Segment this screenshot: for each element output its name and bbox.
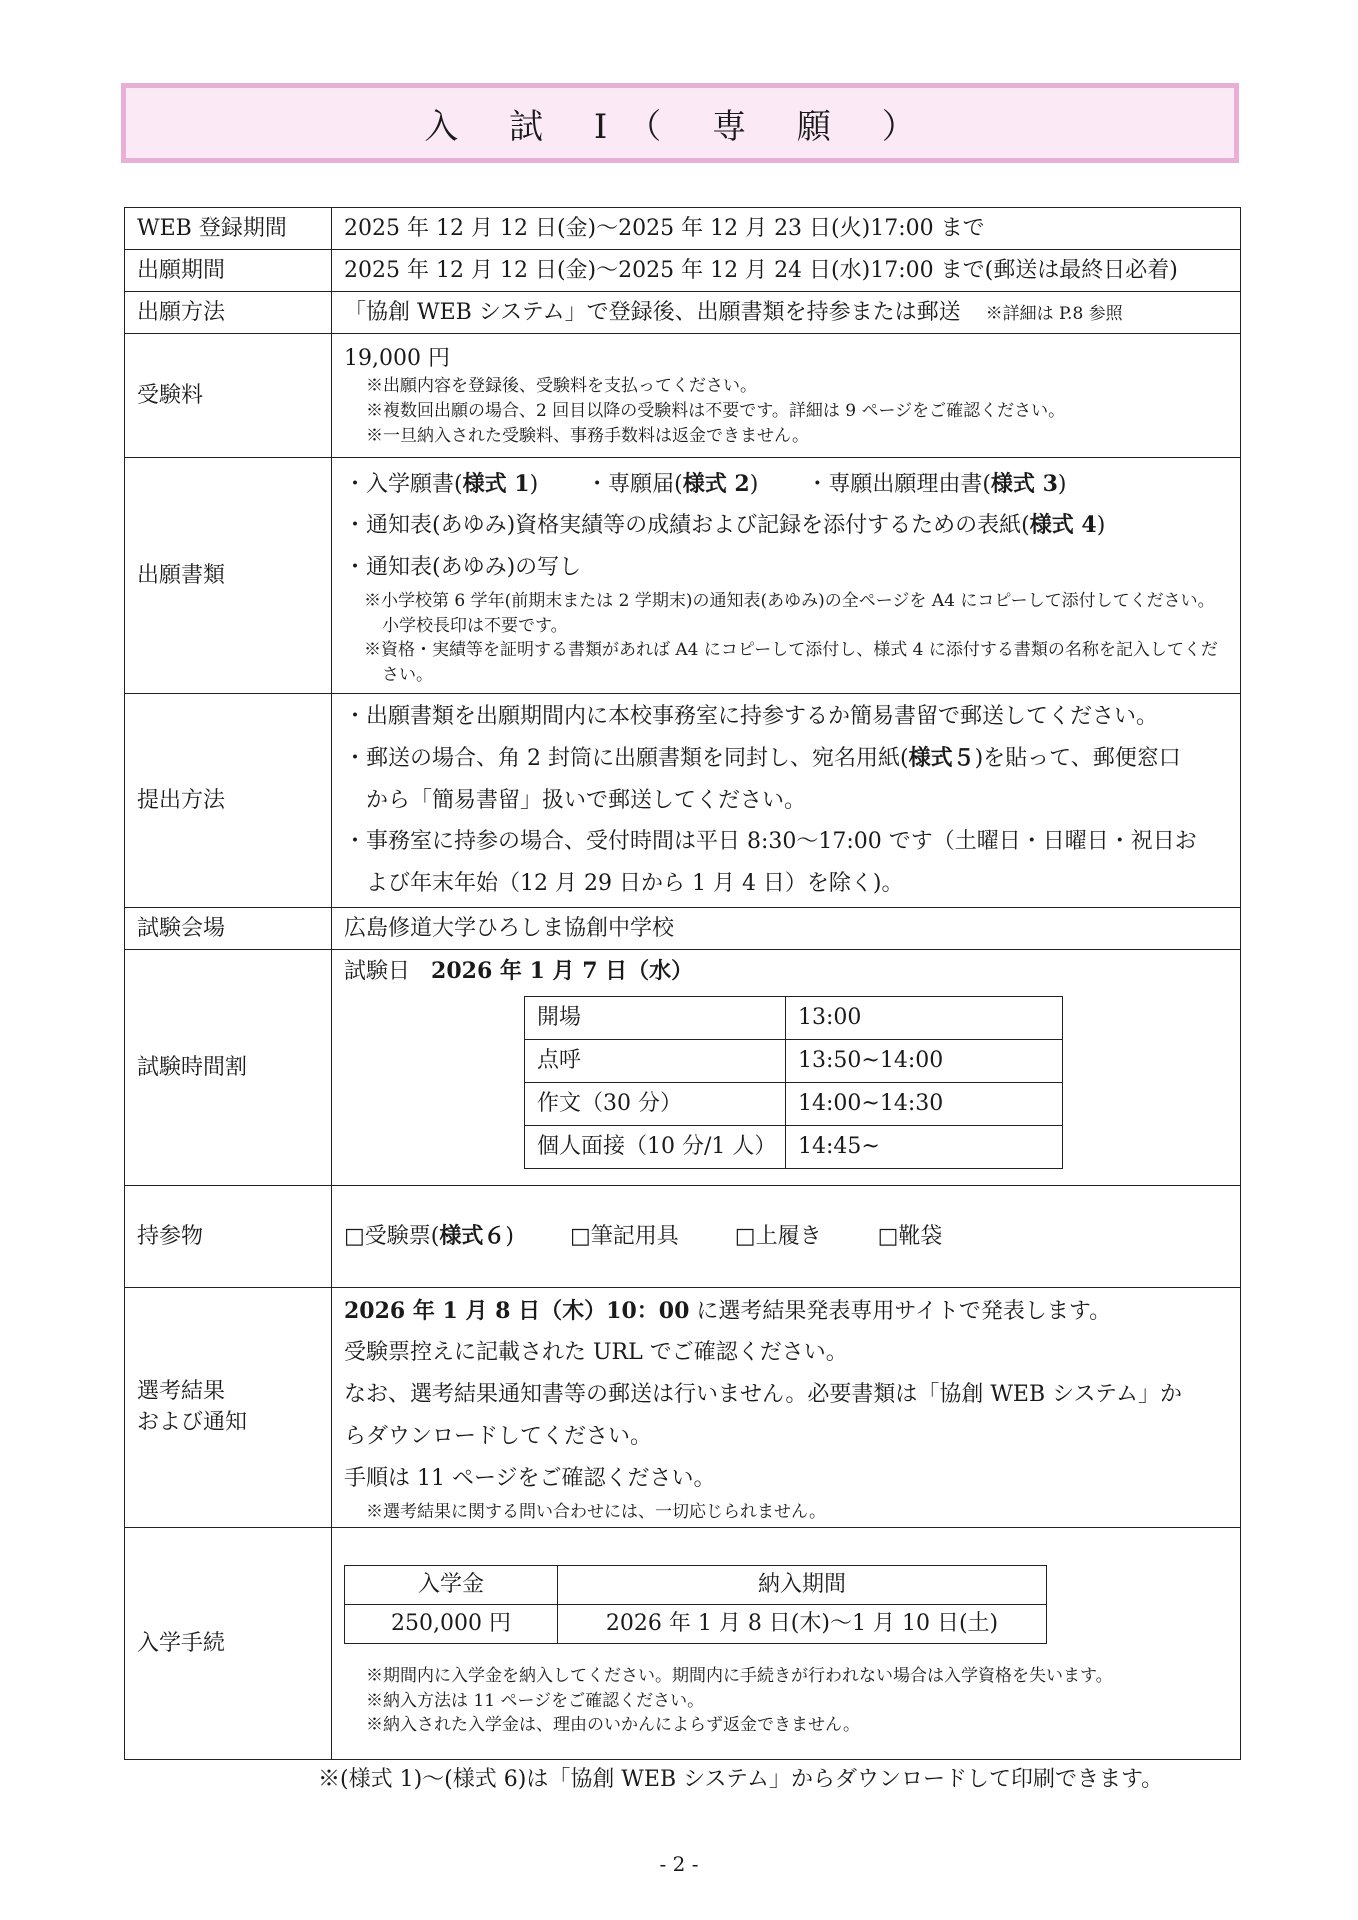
- fee-amount: 19,000 円: [344, 345, 450, 371]
- row-belongings: [125, 1185, 1241, 1287]
- method-note: ※詳細は P.8 参照: [985, 303, 1123, 324]
- value-application-period: 2025 年 12 月 12 日(金)～2025 年 12 月 24 日(水)17:00 まで(郵送は最終日必着): [332, 250, 1241, 292]
- label-submission-method: 提出方法: [125, 694, 332, 908]
- row-application-documents: [125, 458, 1241, 694]
- label-web-registration: WEB 登録期間: [125, 208, 332, 250]
- value-exam-fee: [332, 334, 1241, 458]
- value-application-documents: [332, 458, 1241, 694]
- schedule-row: 個人面接（10 分/1 人） 14:45~: [525, 1125, 1063, 1168]
- documents-line-1: [344, 464, 1228, 506]
- forms-download-note: ※(様式 1)～(様式 6)は「協創 WEB システム」からダウンロードして印刷できます。: [318, 1767, 1164, 1792]
- submission-line: ・郵送の場合、角 2 封筒に出願書類を同封し、宛名用紙(様式５)を貼って、郵便窓口: [344, 744, 1181, 771]
- submission-line: ・事務室に持参の場合、受付時間は平日 8:30～17:00 です（土曜日・日曜日・祝日お: [344, 829, 1197, 855]
- value-exam-venue: 広島修道大学ひろしま協創中学校: [332, 907, 1241, 949]
- page-number: - 2 -: [659, 1852, 699, 1876]
- results-label-line: 選考結果: [137, 1378, 226, 1404]
- submission-line: よび年末年始（12 月 29 日から 1 月 4 日）を除く)。: [366, 871, 904, 897]
- schedule-row: 点呼 13:50~14:00: [525, 1039, 1063, 1082]
- value-application-method: [332, 292, 1241, 334]
- label-application-period: 出願期間: [125, 250, 332, 292]
- row-web-registration: [125, 208, 1241, 250]
- submission-line: ・出願書類を出願期間内に本校事務室に持参するか簡易書留で郵送してください。: [344, 704, 1159, 729]
- row-exam-fee: [125, 334, 1241, 458]
- results-line: 受験票控えに記載された URL でご確認ください。: [344, 1340, 848, 1366]
- label-exam-fee: 受験料: [125, 334, 332, 458]
- documents-note: ※小学校第 6 学年(前期末または 2 学期末)の通知表(あゆみ)の全ページを A4 にコピーして添付してください。小学校長印は不要です。: [364, 590, 1215, 636]
- schedule-row: 作文（30 分） 14:00~14:30: [525, 1082, 1063, 1125]
- enrollment-fee-table: [344, 1565, 1047, 1644]
- value-submission-method: [332, 694, 1241, 908]
- exam-date-label: 試験日: [344, 958, 411, 984]
- doc-item: ・専願届(様式 2): [586, 470, 759, 497]
- label-exam-venue: 試験会場: [125, 907, 332, 949]
- fee-note: ※出願内容を登録後、受験料を支払ってください。: [366, 376, 757, 397]
- results-label-line: および通知: [137, 1410, 248, 1436]
- submission-line: から「簡易書留」扱いで郵送してください。: [366, 787, 807, 813]
- row-exam-venue: [125, 907, 1241, 949]
- row-enrollment: [125, 1527, 1241, 1759]
- fee-note: ※複数回出願の場合、2 回目以降の受験料は不要です。詳細は 9 ページをご確認ください。: [366, 401, 1066, 422]
- admission-info-table: [124, 207, 1241, 1760]
- results-note: ※選考結果に関する問い合わせには、一切応じられません。: [366, 1501, 827, 1522]
- enrollment-note: ※納入方法は 11 ページをご確認ください。: [366, 1690, 705, 1711]
- row-results: [125, 1287, 1241, 1527]
- value-results: [332, 1287, 1241, 1527]
- row-submission-method: [125, 694, 1241, 908]
- belongings-list: [344, 1221, 1228, 1253]
- page-title: 入 試 Ⅰ（ 専 願 ）: [121, 83, 1239, 163]
- enrollment-note: ※期間内に入学金を納入してください。期間内に手続きが行われない場合は入学資格を失います。: [366, 1666, 1113, 1687]
- enrollment-note: ※納入された入学金は、理由のいかんによらず返金できません。: [366, 1715, 861, 1736]
- schedule-row: 開場 13:00: [525, 996, 1063, 1039]
- fee-col-header: 入学金: [345, 1566, 558, 1605]
- value-enrollment: [332, 1527, 1241, 1759]
- doc-item: ・専願出願理由書(様式 3): [806, 470, 1067, 497]
- doc-item: ・入学願書(様式 1): [344, 470, 539, 497]
- period-col-header: 納入期間: [558, 1566, 1047, 1605]
- value-exam-schedule: [332, 949, 1241, 1185]
- label-exam-schedule: 試験時間割: [125, 949, 332, 1185]
- row-exam-schedule: [125, 949, 1241, 1185]
- documents-line-2: ・通知表(あゆみ)資格実績等の成績および記録を添付するための表紙(様式 4): [344, 512, 1106, 539]
- method-text: 「協創 WEB システム」で登録後、出願書類を持参または郵送: [344, 299, 961, 325]
- label-application-documents: 出願書類: [125, 458, 332, 694]
- documents-note: ※資格・実績等を証明する書類があれば A4 にコピーして添付し、様式 4 に添付する書類の名称を記入してください。: [364, 640, 1218, 685]
- results-line: らダウンロードしてください。: [344, 1424, 653, 1450]
- results-line: 2026 年 1 月 8 日（木）10：00 に選考結果発表専用サイトで発表します。: [344, 1297, 1112, 1324]
- belonging-item: □靴袋: [877, 1223, 943, 1249]
- value-web-registration: 2025 年 12 月 12 日(金)～2025 年 12 月 23 日(火)17:00 まで: [332, 208, 1241, 250]
- row-application-method: [125, 292, 1241, 334]
- enrollment-fee-amount: 250,000 円: [345, 1605, 558, 1644]
- enrollment-period: 2026 年 1 月 8 日(木)～1 月 10 日(土): [558, 1605, 1047, 1644]
- belonging-item: □筆記用具: [569, 1223, 679, 1249]
- results-line: 手順は 11 ページをご確認ください。: [344, 1465, 716, 1491]
- belonging-item: □受験票(様式６): [344, 1222, 514, 1249]
- fee-note: ※一旦納入された受験料、事務手数料は返金できません。: [366, 425, 810, 446]
- results-line: なお、選考結果通知書等の郵送は行いません。必要書類は「協創 WEB システム」か: [344, 1382, 1182, 1408]
- label-enrollment: 入学手続: [125, 1527, 332, 1759]
- exam-date-line: [344, 956, 1228, 988]
- label-results: [125, 1287, 332, 1527]
- value-belongings: [332, 1185, 1241, 1287]
- belonging-item: □上履き: [734, 1223, 822, 1249]
- schedule-table: [524, 996, 1063, 1169]
- documents-line-3: ・通知表(あゆみ)の写し: [344, 555, 582, 581]
- exam-date: 2026 年 1 月 7 日（水）: [431, 957, 694, 984]
- label-application-method: 出願方法: [125, 292, 332, 334]
- label-belongings: 持参物: [125, 1185, 332, 1287]
- row-application-period: [125, 250, 1241, 292]
